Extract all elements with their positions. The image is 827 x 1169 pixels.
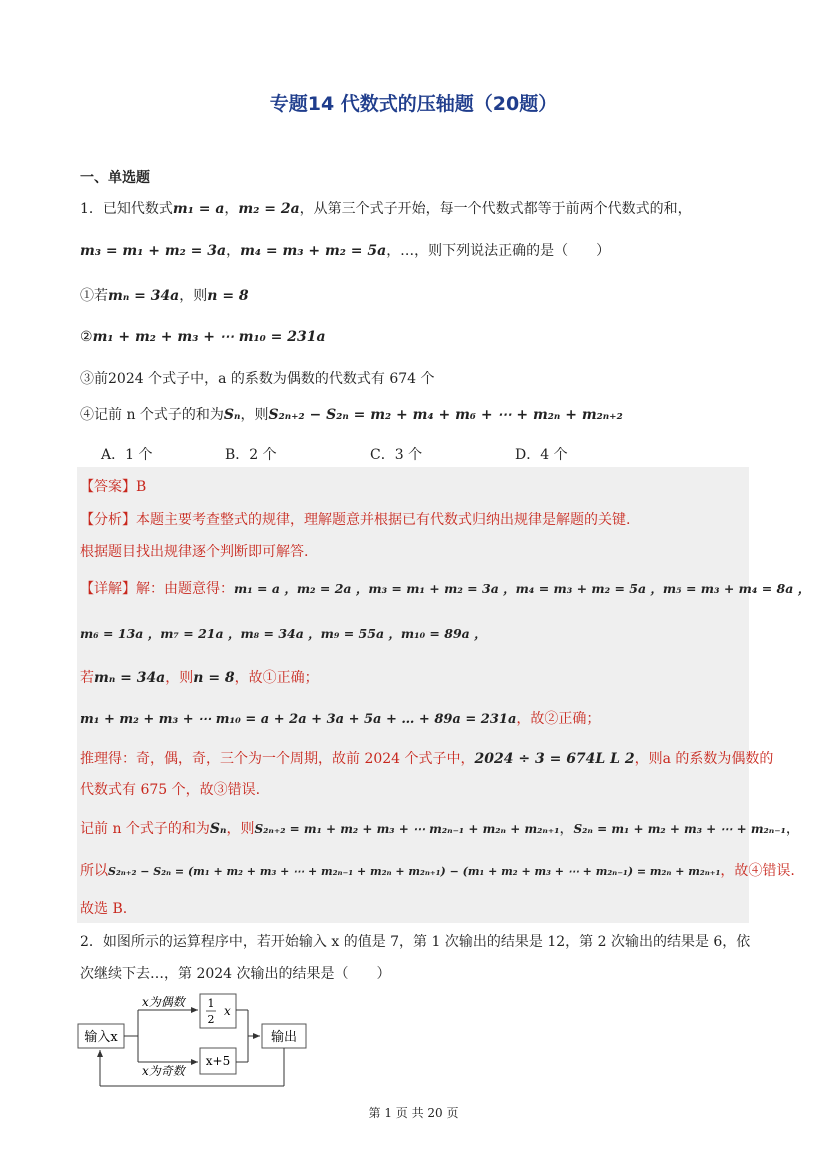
- s1-math2: n = 8: [207, 288, 249, 304]
- l7-math2: S₂ₙ₊₂ = m₁ + m₂ + m₃ + ⋯ m₂ₙ₋₁ + m₂ₙ + m₂ₙ₊₁: [254, 822, 560, 836]
- detail-math1: m₁ = a ，m₂ = 2a ，m₃ = m₁ + m₂ = 3a ，m₄ = m₃ + m₂ = 5a ，m₅ = m₃ + m₄ = 8a ，: [234, 581, 811, 596]
- q2-line1: 2．如图所示的运算程序中，若开始输入 x 的值是 7，第 1 次输出的结果是 12，第 2 次输出的结果是 6，依: [80, 934, 751, 950]
- q1-line1: [80, 198, 692, 218]
- s1-math: mₙ = 34a: [108, 288, 180, 304]
- q1-statement-3: ③前2024 个式子中，a 的系数为偶数的代数式有 674 个: [80, 371, 435, 387]
- odd-label: x为奇数: [142, 1064, 185, 1078]
- l7-math1: Sₙ: [209, 821, 227, 837]
- analysis-line2: 根据题目找出规律逐个判断即可解答.: [80, 544, 309, 560]
- s2-math: m₁ + m₂ + m₃ + ⋯ m₁₀ = 231a: [92, 329, 326, 345]
- s4-math1: Sₙ: [223, 407, 241, 423]
- l3-prefix: 若: [80, 670, 94, 686]
- q1-statement-4: [80, 404, 623, 424]
- q2-line2: 次继续下去…，第 2024 次输出的结果是（ ）: [80, 966, 391, 982]
- q1-m4: m₄ = m₃ + m₂ = 5a: [240, 243, 387, 259]
- detail-line8: [80, 860, 795, 880]
- even-label: x为偶数: [142, 995, 185, 1009]
- q1-m1: m₁ = a: [172, 201, 225, 217]
- l7-mid: ，则: [226, 821, 255, 837]
- detail-line4: [80, 708, 600, 728]
- q1-m2: m₂ = 2a: [238, 201, 300, 217]
- s4-mid: ，则: [240, 407, 269, 423]
- option-c: C．3 个: [370, 447, 423, 463]
- l5-suffix: ，则a 的系数为偶数的: [634, 751, 774, 767]
- half-numerator: 1: [207, 997, 215, 1010]
- detail-line7: [80, 818, 800, 838]
- l3-suffix: ，故①正确；: [234, 670, 319, 686]
- l3-mid: ，则: [165, 670, 194, 686]
- l7-end: ，: [785, 821, 800, 837]
- answer-label: 【答案】B: [80, 479, 147, 495]
- l8-suffix: ，故④错误.: [720, 863, 795, 879]
- q1-m3: m₃ = m₁ + m₂ = 3a: [80, 243, 227, 259]
- q1-sep2: ，: [226, 243, 241, 259]
- detail-line3: [80, 667, 319, 687]
- q1-statement-2: [80, 329, 326, 345]
- s4-prefix: ④记前 n 个式子的和为: [80, 407, 224, 423]
- q1-sep1: ，: [224, 201, 239, 217]
- q1-options: [101, 444, 568, 464]
- option-a: A．1 个: [101, 447, 153, 463]
- input-label: 输入x: [84, 1030, 118, 1045]
- detail-line5: [80, 748, 773, 768]
- page-footer: 第 1 页 共 20 页: [368, 1106, 459, 1120]
- detail-line1: [80, 578, 810, 598]
- option-b: B．2 个: [225, 447, 277, 463]
- s1-mid: ，则: [179, 288, 208, 304]
- detail-prefix: 【详解】解：由题意得：: [80, 581, 234, 597]
- detail-line6: 代数式有 675 个，故③错误.: [80, 782, 261, 798]
- l7-prefix: 记前 n 个式子的和为: [80, 821, 210, 837]
- l7-math3: S₂ₙ = m₁ + m₂ + m₃ + ⋯ + m₂ₙ₋₁: [573, 822, 786, 836]
- half-variable: x: [224, 1004, 231, 1018]
- output-label: 输出: [270, 1030, 298, 1045]
- l4-math: m₁ + m₂ + m₃ + ⋯ m₁₀ = a + 2a + 3a + 5a + … + 89a = 231a: [80, 712, 517, 727]
- s2-prefix: ②: [80, 329, 93, 345]
- section-heading: 一、单选题: [80, 170, 150, 186]
- s1-prefix: ①若: [80, 288, 108, 304]
- q1-statement-1: [80, 285, 249, 305]
- analysis-line1: 【分析】本题主要考查整式的规律，理解题意并根据已有代数式归纳出规律是解题的关键.: [80, 512, 631, 528]
- q1-line2: [80, 240, 610, 260]
- l4-suffix: ，故②正确；: [516, 711, 601, 727]
- detail-line2: [80, 624, 487, 642]
- half-denominator: 2: [207, 1013, 215, 1026]
- l3-math: mₙ = 34a: [94, 670, 166, 686]
- option-d: D．4 个: [515, 447, 568, 463]
- l5-math: 2024 ÷ 3 = 674L L 2: [474, 751, 635, 767]
- l8-prefix: 所以: [80, 863, 108, 879]
- l5-prefix: 推理得：奇，偶，奇，三个为一个周期，故前 2024 个式子中，: [80, 751, 475, 767]
- q1-line1-suffix: ，从第三个式子开始，每一个代数式都等于前两个代数式的和，: [299, 201, 692, 217]
- flow-diagram: [76, 992, 316, 1092]
- answer-box: [77, 467, 749, 923]
- l7-sep: ，: [559, 821, 574, 837]
- plus5-label: x+5: [205, 1054, 231, 1068]
- q1-line1-prefix: 1．已知代数式: [80, 201, 173, 217]
- detail-math2: m₆ = 13a ，m₇ = 21a ，m₈ = 34a ，m₉ = 55a ，m₁₀ = 89a ，: [80, 626, 487, 641]
- s4-math2: S₂ₙ₊₂ − S₂ₙ = m₂ + m₄ + m₆ + ⋯ + m₂ₙ + m₂ₙ₊₂: [268, 407, 623, 423]
- detail-line9: 故选 B.: [80, 901, 128, 917]
- page-title: 专题14 代数式的压轴题（20题）: [269, 93, 558, 115]
- l8-math: S₂ₙ₊₂ − S₂ₙ = (m₁ + m₂ + m₃ + ⋯ + m₂ₙ₋₁ + m₂ₙ + m₂ₙ₊₁) − (m₁ + m₂ + m₃ + ⋯ + m₂ₙ₋₁) = m₂ₙ + m₂ₙ₊₁: [108, 865, 721, 878]
- l3-math2: n = 8: [193, 670, 235, 686]
- q1-line2-suffix: ，…，则下列说法正确的是（ ）: [386, 243, 611, 259]
